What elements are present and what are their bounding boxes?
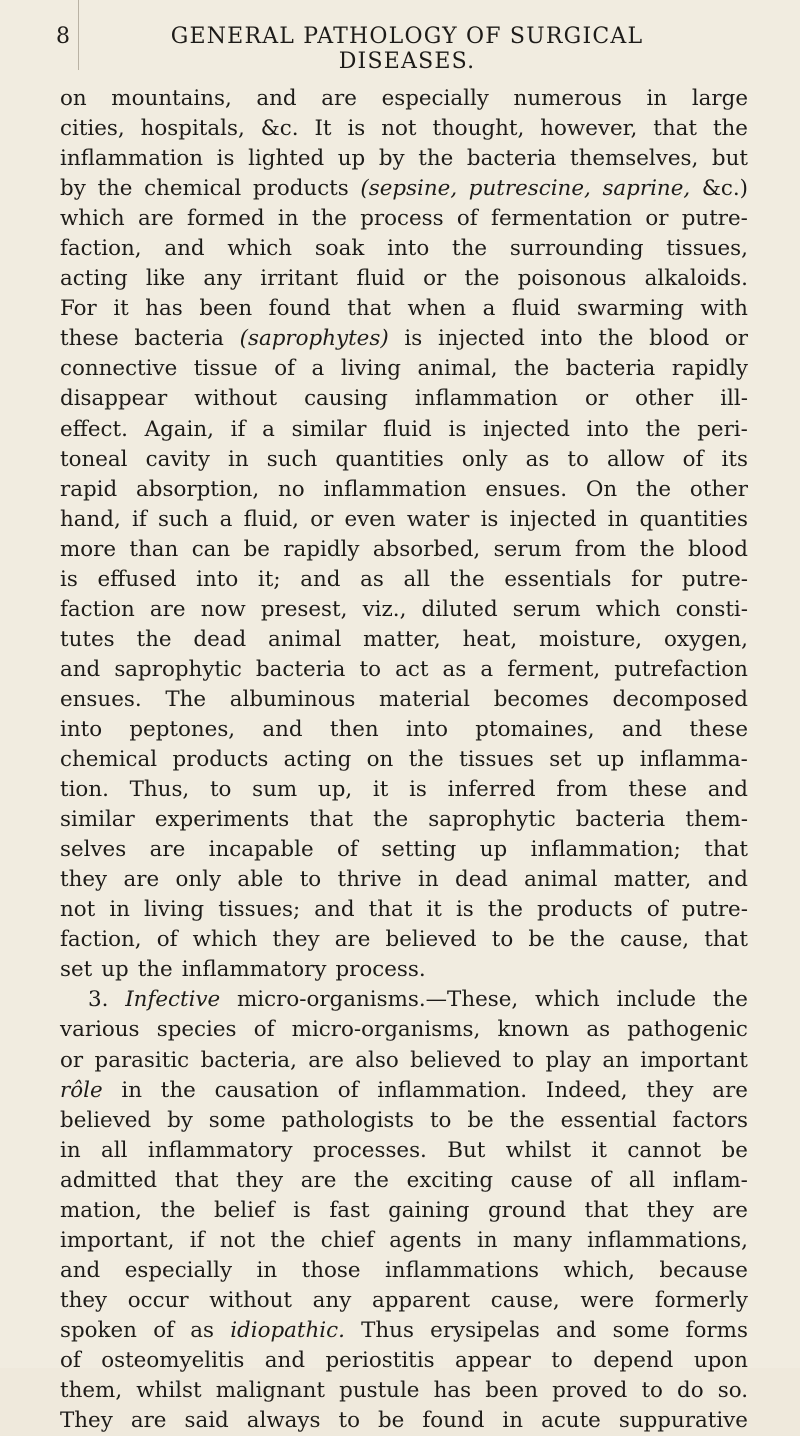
text-line: them, whilst malignant pustule has been proved to do so. (60, 1378, 748, 1404)
text-line: faction are now presest, viz., diluted serum which consti- (60, 596, 748, 622)
text-line: faction, of which they are believed to be the cause, that (60, 927, 748, 953)
text-line: selves are incapable of setting up inflammation; that (60, 837, 748, 863)
body-text (60, 84, 748, 1436)
page-number: 8 (56, 24, 71, 49)
text-line: or parasitic bacteria, are also believed to play an important (60, 1047, 748, 1073)
text-line: connective tissue of a living animal, the bacteria rapidly (60, 356, 748, 382)
text-line: inflammation is lighted up by the bacteria themselves, but (60, 146, 748, 172)
text-line: faction, and which soak into the surrounding tissues, (60, 236, 748, 262)
text-line: these bacteria (saprophytes) is injected into the blood or (60, 326, 748, 352)
text-line: tion. Thus, to sum up, it is inferred from these and (60, 777, 748, 803)
text-line: rapid absorption, no inflammation ensues. On the other (60, 476, 748, 502)
text-line: cities, hospitals, &c. It is not thought, however, that the (60, 116, 748, 142)
text-line: set up the inflammatory process. (60, 957, 426, 983)
running-header (56, 24, 708, 74)
text-line: acting like any irritant fluid or the poisonous alkaloids. (60, 266, 748, 292)
text-line: toneal cavity in such quantities only as to allow of its (60, 446, 748, 472)
text-line: by the chemical products (sepsine, putrescine, saprine, &c.) (60, 176, 748, 202)
text-line: more than can be rapidly absorbed, serum from the blood (60, 536, 748, 562)
text-line: spoken of as idiopathic. Thus erysipelas and some forms (60, 1317, 748, 1343)
text-line: various species of micro-organisms, known as pathogenic (60, 1017, 748, 1043)
text-line: and especially in those inflammations which, because (60, 1257, 748, 1283)
text-line: effect. Again, if a similar fluid is injected into the peri- (60, 416, 748, 442)
text-line: ensues. The albuminous material becomes decomposed (60, 686, 748, 712)
text-line: into peptones, and then into ptomaines, and these (60, 716, 748, 742)
running-title: GENERAL PATHOLOGY OF SURGICAL DISEASES. (170, 24, 644, 74)
text-line: similar experiments that the saprophytic bacteria them- (60, 807, 748, 833)
text-line: tutes the dead animal matter, heat, moisture, oxygen, (60, 626, 748, 652)
text-line: which are formed in the process of fermentation or putre- (60, 206, 748, 232)
text-line: is effused into it; and as all the essentials for putre- (60, 566, 748, 592)
text-line: in all inflammatory processes. But whilst it cannot be (60, 1137, 748, 1163)
text-line: mation, the belief is fast gaining ground that they are (60, 1197, 748, 1223)
text-line: on mountains, and are especially numerous in large (60, 86, 748, 111)
text-line: chemical products acting on the tissues set up inflamma- (60, 747, 748, 773)
text-line: hand, if such a fluid, or even water is injected in quantities (60, 506, 748, 532)
text-line: and saprophytic bacteria to act as a ferment, putrefaction (60, 656, 748, 682)
text-line: of osteomyelitis and periostitis appear to depend upon (60, 1347, 748, 1373)
text-line: they occur without any apparent cause, were formerly (60, 1287, 748, 1313)
text-line: For it has been found that when a fluid swarming with (60, 296, 748, 322)
text-line: they are only able to thrive in dead animal matter, and (60, 867, 748, 893)
text-line: not in living tissues; and that it is the products of putre- (60, 897, 748, 923)
text-line: admitted that they are the exciting cause of all inflam- (60, 1167, 748, 1193)
text-line: They are said always to be found in acute suppurative (60, 1408, 748, 1434)
text-line: important, if not the chief agents in many inflammations, (60, 1227, 748, 1253)
text-line: believed by some pathologists to be the essential factors (60, 1107, 748, 1133)
text-line: rôle in the causation of inflammation. Indeed, they are (60, 1077, 748, 1103)
text-line: 3. Infective micro-organisms.—These, which include the (88, 987, 748, 1013)
text-line: disappear without causing inflammation or other ill- (60, 386, 748, 412)
